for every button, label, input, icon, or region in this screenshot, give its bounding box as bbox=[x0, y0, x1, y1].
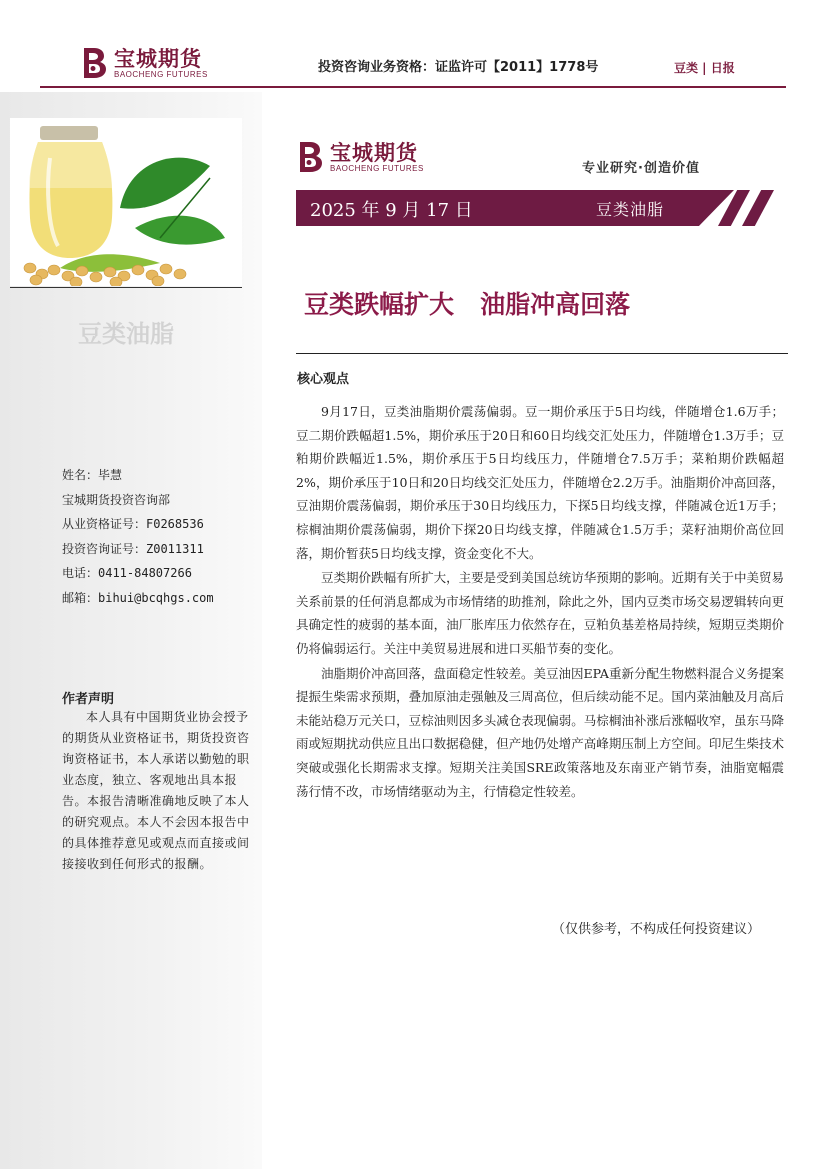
header-divider bbox=[40, 86, 786, 88]
sidebar-category: 豆类油脂 bbox=[78, 320, 174, 348]
report-body bbox=[296, 400, 784, 804]
logo-cn-text: 宝城期货 bbox=[330, 140, 418, 165]
author-email: 邮箱：bihui@bcqhgs.com bbox=[62, 590, 214, 605]
body-paragraph: 油脂期价冲高回落，盘面稳定性较差。美豆油因EPA重新分配生物燃料混合义务提案提振生柴需求预期，叠加原油走强触及三周高位，但后续动能不足。国内菜油触及月高后未能站稳万元关口，豆棕油则因多头减仓表现偏弱。马棕榈油补涨后涨幅收窄，虽东马降雨或短期扰动供应且出口数据稳健，但产地仍处增产高峰期压制上方空间。印尼生柴技术突破或强化长期需求支撑。短期关注美国SRE政策落地及东南亚产销节奏，油脂宽幅震荡行情不改，市场情绪驱动为主，行情稳定性较差。 bbox=[296, 665, 784, 799]
baocheng-logo-icon bbox=[296, 140, 326, 174]
author-license: 从业资格证号：F0268536 bbox=[62, 517, 204, 532]
logo-en-text: BAOCHENG FUTURES bbox=[330, 163, 424, 173]
core-view-title: 核心观点 bbox=[297, 372, 350, 387]
declaration-title: 作者声明 bbox=[62, 692, 115, 707]
body-paragraph: 9月17日，豆类油脂期价震荡偏弱。豆一期价承压于5日均线，伴随增仓1.6万手；豆二期价跌幅超1.5%，期价承压于20日和60日均线交汇处压力，伴随增仓1.3万手；豆粕期价跌幅近1.5%，期价承压于5日均线压力，伴随增仓7.5万手；菜粕期价跌幅超2%，期价承压于10日和20日均线交汇处压力，伴随增仓2.2万手。油脂期价冲高回落，豆油期价震荡偏弱，期价承压于30日均线压力，下探5日均线支撑，伴随减仓近1万手；棕榈油期价震荡偏弱，期价下探20日均线支撑，伴随减仓1.5万手；菜籽油期价高位回落，期价暂获5日均线支撑，资金变化不大。 bbox=[296, 404, 784, 561]
report-logo bbox=[296, 140, 424, 174]
baocheng-logo-icon bbox=[80, 46, 110, 80]
sidebar-divider bbox=[10, 287, 242, 288]
disclaimer: （仅供参考，不构成任何投资建议） bbox=[552, 922, 761, 937]
body-paragraph: 豆类期价跌幅有所扩大，主要是受到美国总统访华预期的影响。近期有关于中美贸易关系前景的任何消息都成为市场情绪的助推剂，除此之外，国内豆类市场交易逻辑转向更具确定性的疲弱的基本面，油厂胀库压力依然存在，豆粕负基差格局持续，短期豆类期价仍将偏弱运行。关注中美贸易进展和进口买船节奏的变化。 bbox=[296, 570, 784, 656]
logo-en-text: BAOCHENG FUTURES bbox=[114, 69, 208, 79]
left-sidebar bbox=[0, 92, 262, 1169]
headline-divider bbox=[296, 353, 788, 354]
declaration-text: 本人具有中国期货业协会授予的期货从业资格证书，期货投资咨询资格证书，本人承诺以勤勉的职业态度，独立、客观地出具本报告。本报告清晰准确地反映了本人的研究观点。本人不会因本报告中的具体推荐意见或观点而直接或间接接收到任何形式的报酬。 bbox=[62, 710, 250, 871]
qualification-text: 投资咨询业务资格：证监许可【2011】1778号 bbox=[318, 60, 599, 75]
report-category: 豆类油脂 bbox=[596, 200, 665, 219]
date-banner bbox=[296, 190, 788, 226]
author-name: 姓名：毕慧 bbox=[62, 468, 123, 482]
header-logo bbox=[80, 46, 208, 80]
author-info bbox=[62, 463, 262, 611]
author-phone: 电话：0411-84807266 bbox=[62, 566, 192, 581]
author-advisory-license: 投资咨询证号：Z0011311 bbox=[62, 541, 204, 556]
author-dept: 宝城期货投资咨询部 bbox=[62, 492, 171, 507]
page-header bbox=[0, 0, 826, 92]
slogan: 专业研究·创造价值 bbox=[582, 161, 700, 176]
oil-jar-soybean-icon bbox=[10, 118, 242, 286]
report-tag: 豆类 | 日报 bbox=[674, 61, 735, 75]
logo-cn-text: 宝城期货 bbox=[114, 46, 202, 71]
report-date: 2025 年 9 月 17 日 bbox=[310, 200, 473, 221]
report-headline: 豆类跌幅扩大 油脂冲高回落 bbox=[304, 290, 631, 319]
soybean-oil-image bbox=[10, 118, 242, 286]
